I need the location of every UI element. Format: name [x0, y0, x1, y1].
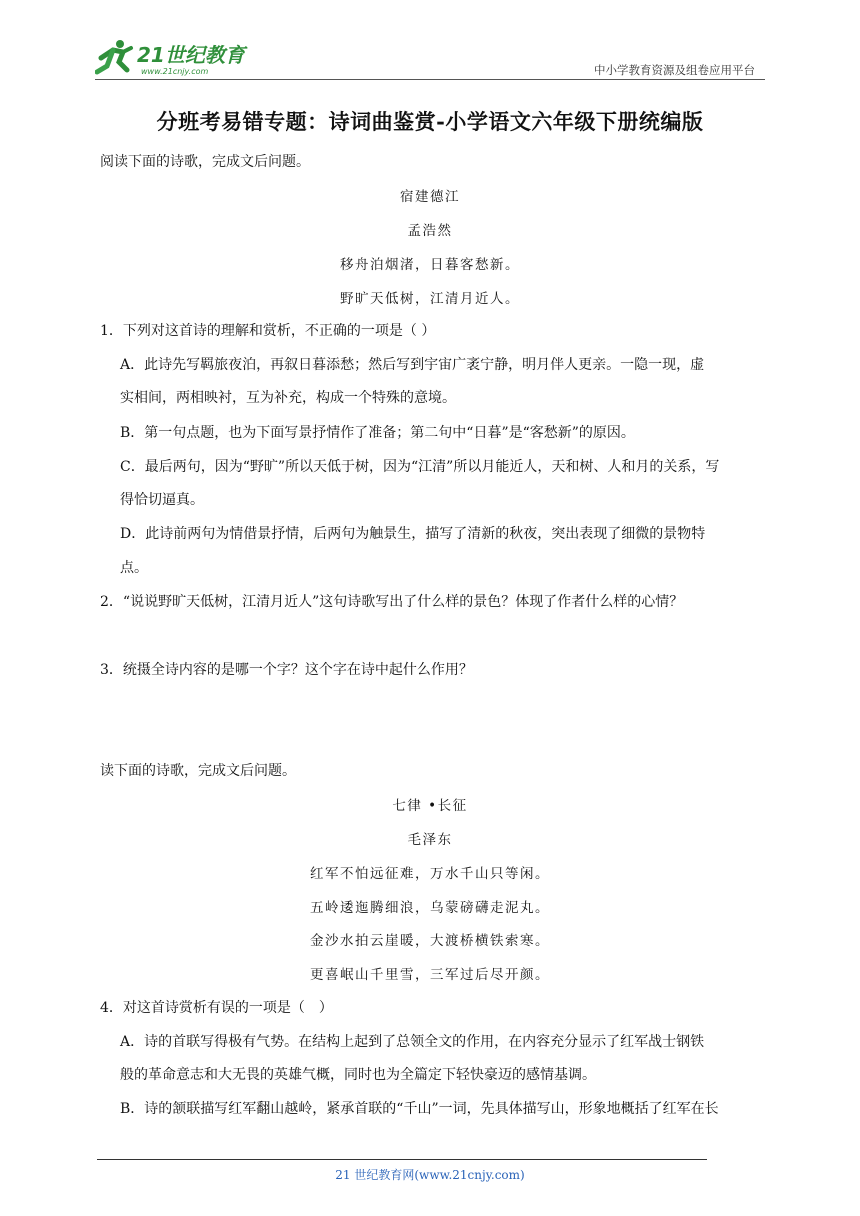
section2-intro: 读下面的诗歌，完成文后问题。: [100, 763, 296, 779]
poem2-title: 七律 •长征: [392, 798, 468, 814]
platform-name: 中小学教育资源及组卷应用平台: [594, 63, 755, 77]
section1-intro: 阅读下面的诗歌，完成文后问题。: [100, 154, 310, 170]
logo-url: www.21cnjy.com: [141, 67, 209, 76]
question-1-stem: 1．下列对这首诗的理解和赏析，不正确的一项是（ ）: [100, 323, 436, 339]
q1-option-a-line: 实相间，两相映衬，互为补充，构成一个特殊的意境。: [120, 390, 456, 406]
poem2-line: 金沙水拍云崖暖，大渡桥横铁索寒。: [310, 933, 550, 949]
poem2-line: 红军不怕远征难，万水千山只等闲。: [310, 866, 550, 882]
poem1-title: 宿建德江: [400, 189, 460, 205]
poem2-line: 更喜岷山千里雪，三军过后尽开颜。: [310, 967, 550, 983]
question-4-stem: 4．对这首诗赏析有误的一项是（ ）: [100, 1000, 333, 1016]
q1-option-b: B．第一句点题，也为下面写景抒情作了准备；第二句中“日暮”是“客愁新”的原因。: [120, 425, 635, 441]
q4-option-a-line: A．诗的首联写得极有气势。在结构上起到了总领全文的作用，在内容充分显示了红军战士钢铁: [120, 1034, 705, 1050]
poem2-line: 五岭逶迤腾细浪，乌蒙磅礴走泥丸。: [310, 900, 550, 916]
question-2: 2．“说说野旷天低树，江清月近人”这句诗歌写出了什么样的景色？体现了作者什么样的心情？: [100, 594, 684, 610]
footer-divider: [97, 1159, 707, 1160]
runner-icon: [97, 40, 131, 72]
poem1-line: 移舟泊烟渚，日暮客愁新。: [340, 257, 520, 273]
logo: [95, 38, 260, 78]
page-header: [95, 30, 765, 80]
document-title: 分班考易错专题：诗词曲鉴赏-小学语文六年级下册统编版: [156, 109, 704, 134]
poem1-author: 孟浩然: [407, 223, 453, 239]
q1-option-d-line: D．此诗前两句为情借景抒情，后两句为触景生，描写了清新的秋夜，突出表现了细微的景物特: [120, 526, 706, 542]
logo-text: 21世纪教育: [137, 43, 245, 67]
q1-option-d-line: 点。: [120, 560, 148, 576]
question-3: 3．统摄全诗内容的是哪一个字？这个字在诗中起什么作用？: [100, 662, 473, 678]
q1-option-a-line: A．此诗先写羁旅夜泊，再叙日暮添愁；然后写到宇宙广袤宁静，明月伴人更亲。一隐一现，虚: [120, 357, 705, 373]
q4-option-a-line: 般的革命意志和大无畏的英雄气概，同时也为全篇定下轻快豪迈的感情基调。: [120, 1067, 596, 1083]
poem2-author: 毛泽东: [407, 832, 453, 848]
q1-option-c-line: 得恰切逼真。: [120, 492, 204, 508]
q1-option-c-line: C．最后两句，因为“野旷”所以天低于树，因为“江清”所以月能近人，天和树、人和月的关系，写: [120, 459, 720, 475]
header-divider: [95, 79, 765, 80]
poem1-line: 野旷天低树，江清月近人。: [340, 291, 520, 307]
q4-option-b-line: B．诗的颔联描写红军翻山越岭，紧承首联的“千山”一词，先具体描写山，形象地概括了红军在长: [120, 1101, 719, 1117]
footer-link[interactable]: 21 世纪教育网(www.21cnjy.com): [335, 1168, 525, 1182]
